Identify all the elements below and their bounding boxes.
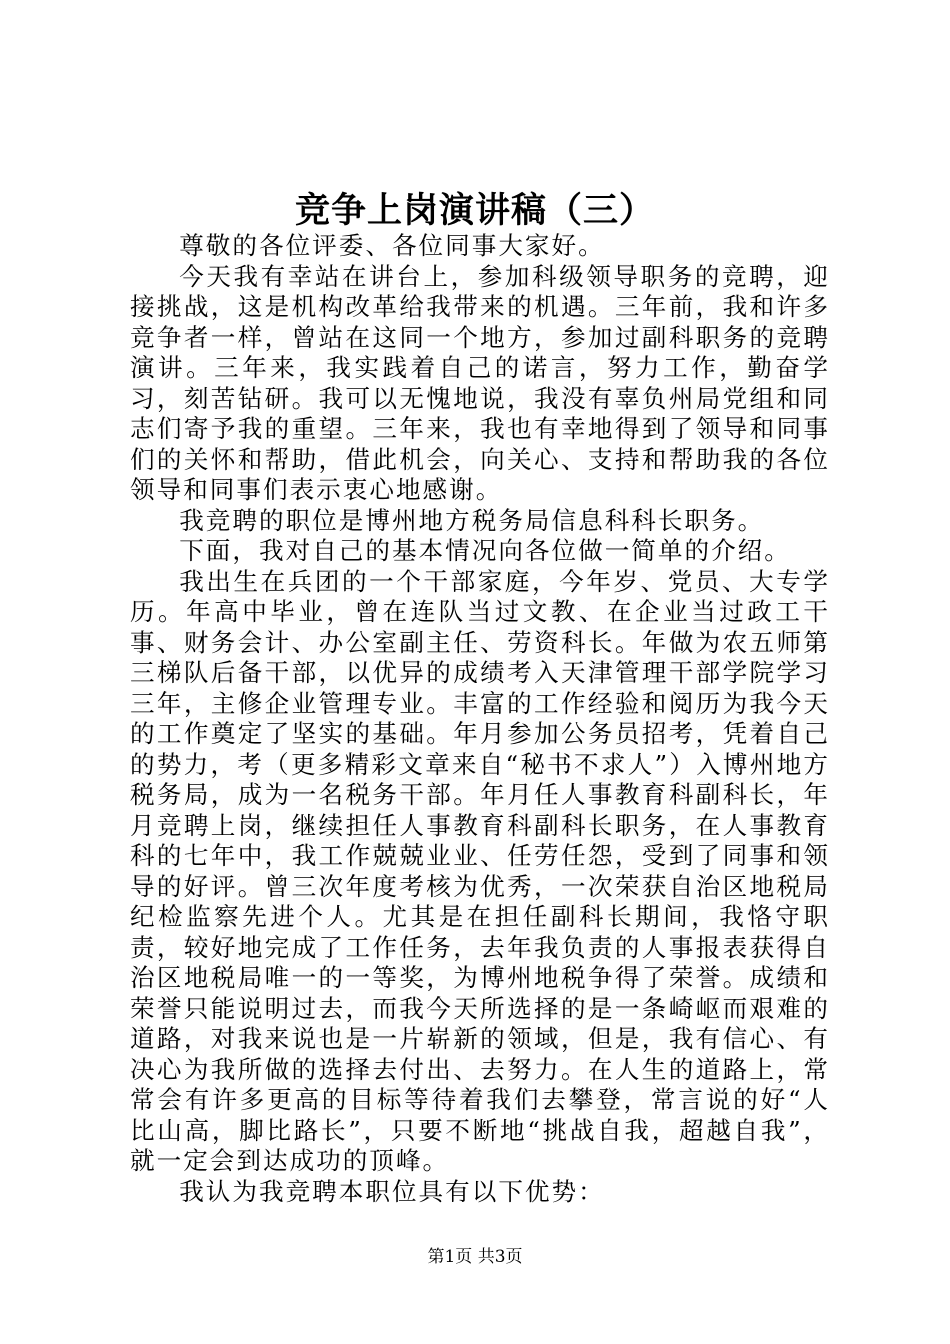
paragraph-opening: 今天我有幸站在讲台上，参加科级领导职务的竞聘，迎接挑战，这是机构改革给我带来的机遇。三年前，我和许多竞争者一样，曾站在这同一个地方，参加过副科职务的竞聘演讲。三年来，我实践着自己的诺言，努力工作，勤奋学习，刻苦钻研。我可以无愧地说，我没有辜负州局党组和同志们寄予我的重望。三年来，我也有幸地得到了领导和同事们的关怀和帮助，借此机会，向关心、支持和帮助我的各位领导和同事们表示衷心地感谢。 xyxy=(130,261,830,504)
document-title: 竞争上岗演讲稿（三） xyxy=(294,190,655,231)
page-number-footer: 第1页 共3页 xyxy=(427,1247,523,1267)
paragraph-background: 我出生在兵团的一个干部家庭，今年岁、党员、大专学历。年高中毕业，曾在连队当过文教、在企业当过政工干事、财务会计、办公室副主任、劳资科长。年做为农五师第三梯队后备干部，以优异的成绩考入天津管理干部学院学习三年，主修企业管理专业。丰富的工作经验和阅历为我今天的工作奠定了坚实的基础。年月参加公务员招考，凭着自己的势力，考（更多精彩文章来自“秘书不求人”）入博州地方税务局，成为一名税务干部。年月任人事教育科副科长，年月竞聘上岗，继续担任人事教育科副科长职务，在人事教育科的七年中，我工作兢兢业业、任劳任怨，受到了同事和领导的好评。曾三次年度考核为优秀，一次荣获自治区地税局纪检监察先进个人。尤其是在担任副科长期间，我恪守职责，较好地完成了工作任务，去年我负责的人事报表获得自治区地税局唯一的一等奖，为博州地税争得了荣誉。成绩和荣誉只能说明过去，而我今天所选择的是一条崎岖而艰难的道路，对我来说也是一片崭新的领域，但是，我有信心、有决心为我所做的选择去付出、去努力。在人生的道路上，常常会有许多更高的目标等待着我们去攀登，常言说的好“人比山高，脚比路长”，只要不断地“挑战自我，超越自我”，就一定会到达成功的顶峰。 xyxy=(130,566,830,1175)
paragraph-position: 我竞聘的职位是博州地方税务局信息科科长职务。 xyxy=(179,505,765,535)
paragraph-intro: 下面，我对自己的基本情况向各位做一简单的介绍。 xyxy=(179,536,791,565)
paragraph-advantages: 我认为我竞聘本职位具有以下优势： xyxy=(179,1176,605,1206)
paragraph-greeting: 尊敬的各位评委、各位同事大家好。 xyxy=(179,231,605,260)
document-body xyxy=(130,231,830,1207)
